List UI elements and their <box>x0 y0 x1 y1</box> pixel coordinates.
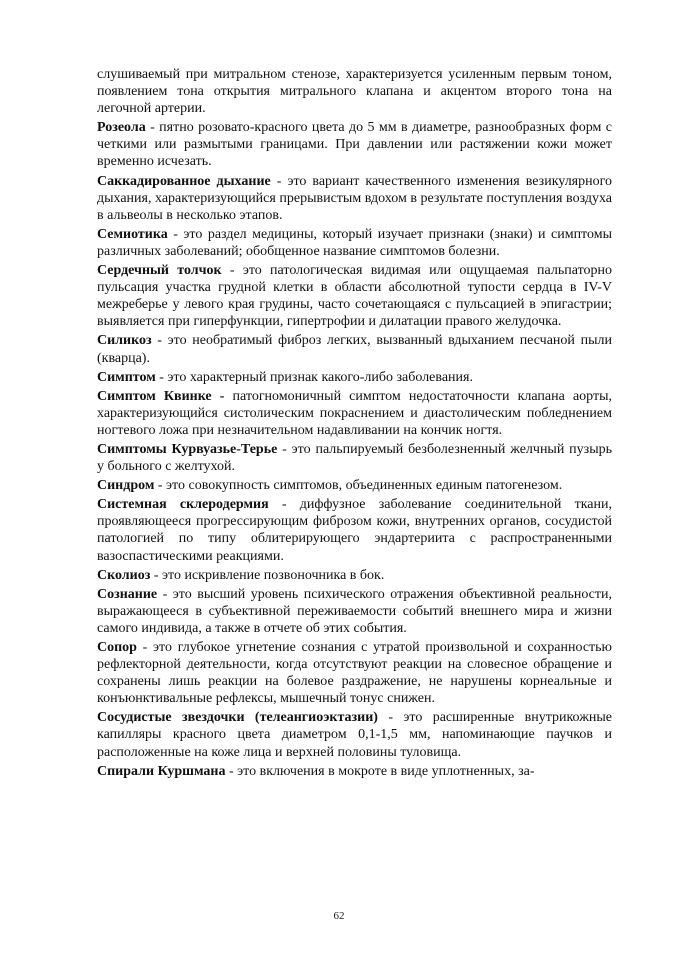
entry-term: Сопор <box>97 640 137 655</box>
entry-definition: - это включения в мокроте в виде уплотненных, за- <box>225 763 535 779</box>
entry-term: Системная склеродермия <box>97 497 269 513</box>
entry-definition: - это искривление позвоночника в бок. <box>150 567 385 583</box>
entry-definition: - это совокупность симптомов, объединенных единым патогенезом. <box>154 478 563 494</box>
entry-term: Симптомы Курвуазье-Терье <box>97 441 278 457</box>
glossary-entry <box>97 332 612 366</box>
glossary-entry <box>97 441 612 475</box>
glossary-entry <box>97 226 612 260</box>
entry-term: Силикоз <box>97 333 152 349</box>
entry-definition: - это глубокое угнетение сознания с утратой произвольной и сохранностью рефлекторной деятельности, когда отсутствуют реакции на словесное обращение и сохранены лишь реакции на болевое раздражение, не нарушены корнеальные и конъюнктивальные рефлексы, мышечный тонус снижен. <box>97 640 612 707</box>
entry-definition: - это раздел медицины, который изучает признаки (знаки) и симптомы различных заболеваний; обобщенное название симптомов болезни. <box>97 226 612 259</box>
glossary-entry <box>97 477 612 494</box>
glossary-entry <box>97 763 612 780</box>
entry-definition: - это расширенные внутрикожные капилляры красного цвета диаметром 0,1-1,5 мм, напоминающие паучков и расположенные на коже лица и верхней половины туловища. <box>97 710 612 760</box>
entry-term: Синдром <box>97 478 155 494</box>
glossary-entry <box>97 709 612 760</box>
entry-definition: - это необратимый фиброз легких, вызванный вдыханием песчаной пыли (кварца). <box>97 333 612 366</box>
entry-definition: - диффузное заболевание соединительной ткани, проявляющееся прогрессирующим фиброзом кожи, внутренних органов, сосудистой патологией по типу облитерирующего эндартериита с распространенными вазоспастическими реакциями. <box>97 497 613 564</box>
entry-term: Сосудистые звездочки (телеангиоэктазии) <box>97 710 378 726</box>
glossary-entry <box>97 119 612 170</box>
entry-definition: - это вариант качественного изменения везикулярного дыхания, характеризующийся прерывистым вдохом в результате поступления воздуха в альвеолы в несколько этапов. <box>97 173 613 223</box>
entry-term: Сердечный толчок <box>97 263 222 279</box>
glossary-entry <box>97 496 612 564</box>
entry-definition: - это пальпируемый безболезненный желчный пузырь у больного с желтухой. <box>97 441 612 475</box>
entry-term: Спирали Куршмана <box>97 763 226 779</box>
glossary-entry <box>97 388 612 439</box>
entry-term: Семиотика <box>97 226 168 242</box>
page-number: 62 <box>333 910 345 922</box>
entry-definition: патогномоничный симптом недостаточности клапана аорты, характеризующийся систолическим покраснением и диастолическим побледнением ногтевого ложа при незначительном надавливании на кончик ногтя. <box>97 388 613 438</box>
glossary-entry <box>97 369 612 386</box>
entry-definition: - это высший уровень психического отражения объективной реальности, выражающееся в субъективной переживаемости событий внешнего мира и жизни самого индивида, а также в отчете об этих события. <box>97 586 612 636</box>
glossary-entry-continuation <box>97 66 612 117</box>
entry-definition: - это патологическая видимая или ощущаемая пальпаторно пульсация участка грудной клетки в области абсолютной тупости сердца в IV-V межреберье у левого края грудины, часто сочетающаяся с пульсацией в эпигастрии; выявляется при гиперфункции, гипертрофии и дилатации правого желудочка. <box>97 263 612 330</box>
glossary-entry <box>97 173 612 224</box>
document-body <box>97 66 612 782</box>
glossary-entry <box>97 639 612 707</box>
entry-term: Симптом Квинке - <box>97 388 225 404</box>
entry-term: Симптом <box>97 369 156 385</box>
glossary-entry <box>97 586 612 637</box>
entry-term: Сознание <box>97 586 158 602</box>
entry-term: Розеола <box>97 120 146 136</box>
entry-term: Сколиоз <box>97 567 151 583</box>
entry-definition: - пятно розовато-красного цвета до 5 мм в диаметре, разнообразных форм с четкими или размытыми границами. При давлении или растяжении кожи может временно исчезать. <box>97 120 612 170</box>
glossary-entry <box>97 262 612 330</box>
entry-definition: - это характерный признак какого-либо заболевания. <box>155 369 473 385</box>
entry-definition: слушиваемый при митральном стенозе, характеризуется усиленным первым тоном, появлением тона открытия митрального клапана и акцентом второго тона на легочной артерии. <box>97 67 612 117</box>
entry-term: Саккадированное дыхание <box>97 173 271 189</box>
glossary-entry <box>97 567 612 584</box>
